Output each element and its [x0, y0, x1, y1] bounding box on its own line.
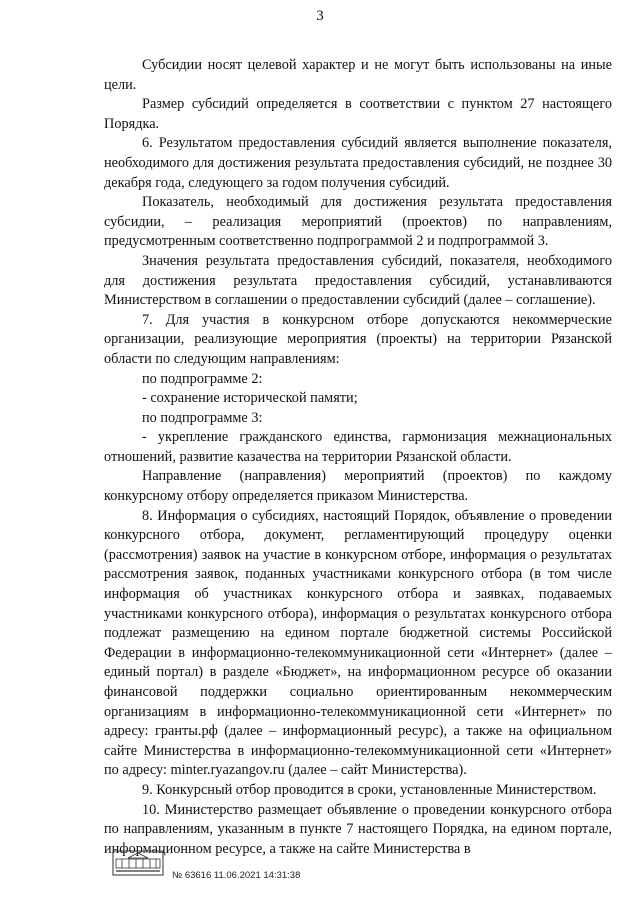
- paragraph: Размер субсидий определяется в соответствии с пунктом 27 настоящего Порядка.: [104, 96, 612, 132]
- paragraph: 10. Министерство размещает объявление о проведении конкурсного отбора по направлениям, указанным в пункте 7 настоящего Порядка, на едином портале, информационном ресурсе, а также на сайте Министерства в: [104, 801, 612, 857]
- paragraph: Показатель, необходимый для достижения результата предоставления субсидии, – реализация мероприятий (проектов) по направлениям, предусмотренным соответственно подпрограммой 2 и подпрограммой 3.: [104, 194, 612, 250]
- paragraph: - укрепление гражданского единства, гармонизация межнациональных отношений, развитие казачества на территории Рязанской области.: [104, 429, 612, 465]
- paragraph: по подпрограмме 3:: [142, 409, 263, 426]
- page-number: 3: [316, 8, 324, 24]
- building-logo-icon: [112, 850, 164, 876]
- document-footer: [112, 848, 412, 888]
- paragraph: Направление (направления) мероприятий (проектов) по каждому конкурсному отбору определяется приказом Министерства.: [104, 468, 612, 505]
- paragraph: - сохранение исторической памяти;: [142, 390, 358, 407]
- paragraph: Значения результата предоставления субсидий, показателя, необходимого для достижения результата предоставления субсидий, устанавливаются Министерством в соглашении о предоставлении субсидий (далее – соглашение).: [104, 252, 612, 309]
- paragraph: 9. Конкурсный отбор проводится в сроки, установленные Министерством.: [142, 781, 597, 798]
- paragraph: Субсидии носят целевой характер и не могут быть использованы на иные цели.: [104, 57, 612, 93]
- paragraph: 6. Результатом предоставления субсидий является выполнение показателя, необходимого для достижения результата предоставления субсидий, не позднее 30 декабря года, следующего за годом получения субсидий.: [104, 135, 612, 191]
- paragraph: 7. Для участия в конкурсном отборе допускаются некоммерческие организации, реализующие мероприятия (проекты) на территории Рязанской области по следующим направлениям:: [104, 311, 612, 367]
- document-body: [104, 56, 612, 859]
- registration-stamp: № 63616 11.06.2021 14:31:38: [172, 870, 301, 881]
- paragraph: 8. Информация о субсидиях, настоящий Порядок, объявление о проведении конкурсного отбора, документ, регламентирующий процедуру оценки (рассмотрения) заявок на участие в конкурсном отборе, информация о результатах рассмотрения заявок, поданных участниками конкурсного отбора (в том числе информация об участниках конкурсного отбора и заявках, подаваемых участниками конкурсного отбора), информация о результатах конкурсного отбора подлежат размещению на едином портале бюджетной системы Российской Федерации в информационно-телекоммуникационной сети «Интернет» (далее – единый портал) в разделе «Бюджет», на информационном ресурсе об оказании финансовой поддержки социально ориентированным некоммерческим организациям в информационно-телекоммуникационной сети «Интернет» по адресу: гранты.рф (далее – информационный ресурс), а также на официальном сайте Министерства в информационно-телекоммуникационной сети «Интернет» по адресу: minter.ryazangov.ru (далее – сайт Министерства).: [104, 507, 612, 779]
- paragraph: по подпрограмме 2:: [142, 370, 263, 387]
